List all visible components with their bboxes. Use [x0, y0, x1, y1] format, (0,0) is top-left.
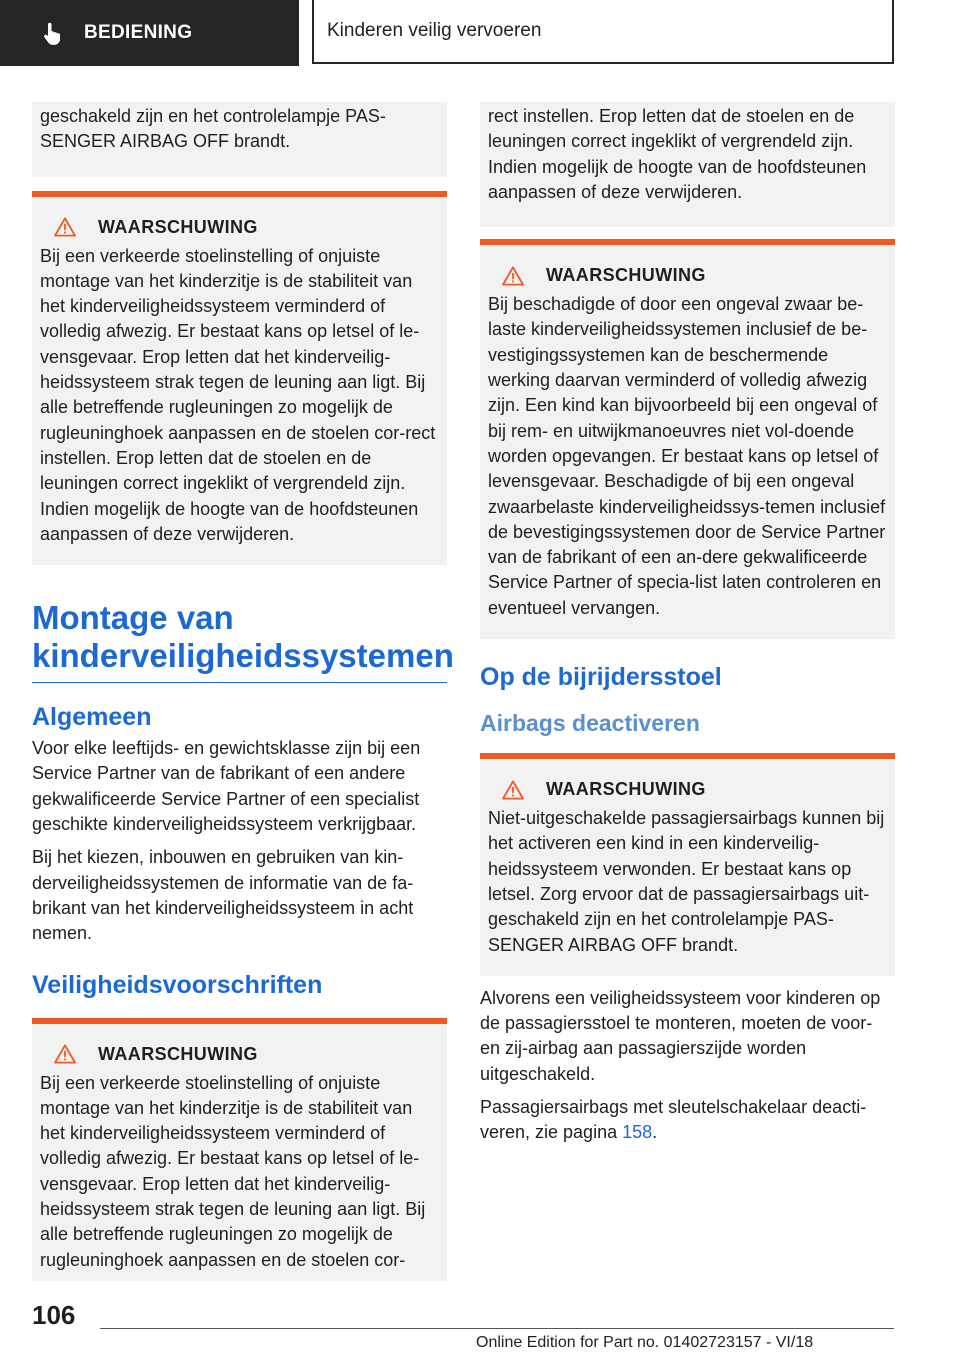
- warning-title: WAARSCHUWING: [546, 779, 706, 800]
- paragraph: Alvorens een veiligheidssysteem voor kinderen op de passagiersstoel te monteren, moeten de voor- en zij-airbag aan passagierszijde worden uitgeschakeld.: [480, 987, 881, 1084]
- hand-pointer-icon: [40, 20, 66, 46]
- page-number: 106: [32, 1300, 76, 1330]
- left-column: [32, 102, 454, 1281]
- chapter-title: Kinderen veilig vervoeren: [327, 20, 542, 41]
- continued-warning-box: [480, 102, 895, 227]
- section-heading: Montage van kinderveiligheidssystemen: [32, 599, 447, 683]
- paragraph-with-link: [480, 1095, 895, 1146]
- edition-text: Online Edition for Part no. 01402723157 - VI/18: [476, 1334, 814, 1351]
- warning-header: [488, 265, 887, 286]
- warning-text: Bij beschadigde of door een ongeval zwaar be-laste kinderveiligheidssystemen inclusief de be-vestigingssystemen kan de beschermende werking daarvan verminderd of volledig afwezig zijn. Een kind kan bijvoorbeeld bij een ongeval of bij rem- en uitwijkmanoeuvres niet vol-doende worden opgevangen. Er bestaat kans op letsel of levensgevaar. Beschadigde of bij een ongeval zwaarbelaste kinderveiligheidssys-temen inclusief de bevestigingssystemen door de Service Partner van de fabrikant of een an-dere gekwalificeerde Service Partner of specia-list laten controleren en eventueel vervangen.: [488, 294, 886, 618]
- continued-warning-box: [32, 102, 447, 177]
- warning-box: [480, 239, 895, 639]
- paragraph: Voor elke leeftijds- en gewichtsklasse zijn bij een Service Partner van de fabrikant of een andere gekwalificeerde Service Partner of een specialist geschikte kinderveiligheidssysteem verkrijgbaar.: [32, 738, 421, 835]
- footer-divider: [100, 1328, 894, 1329]
- warning-title: WAARSCHUWING: [98, 1043, 258, 1064]
- section-tab: [0, 0, 299, 66]
- warning-box: [32, 191, 447, 566]
- continued-warning-text: rect instellen. Erop letten dat de stoelen en de leuningen correct ingeklikt of vergrendeld zijn. Indien mogelijk de hoogte van de hoofdsteunen aanpassen of deze verwijderen.: [488, 106, 867, 202]
- subsection-heading: Veiligheidsvoorschriften: [32, 970, 323, 999]
- subsection-heading: Op de bijrijdersstoel: [480, 663, 722, 692]
- warning-header: [488, 779, 887, 800]
- warning-triangle-icon: [502, 780, 524, 800]
- warning-triangle-icon: [502, 266, 524, 286]
- continued-warning-text: geschakeld zijn en het controlelampje PAS-SENGER AIRBAG OFF brandt.: [40, 106, 386, 152]
- paragraph-end: .: [652, 1122, 658, 1143]
- section-label: BEDIENING: [84, 22, 193, 43]
- warning-triangle-icon: [54, 217, 76, 237]
- warning-triangle-icon: [54, 1044, 76, 1064]
- warning-title: WAARSCHUWING: [98, 216, 258, 237]
- subsection-heading: Algemeen: [32, 703, 152, 732]
- warning-title: WAARSCHUWING: [546, 265, 706, 286]
- warning-text: Bij een verkeerde stoelinstelling of onjuiste montage van het kinderzitje is de stabiliteit van het kinderveiligheidssysteem verminderd of volledig afwezig. Er bestaat kans op letsel of le-vensgevaar. Erop letten dat het kinderveilig-heidssysteem strak tegen de leuning aan ligt. Bij alle betreffende rugleuningen zo mogelijk de rugleuninghoek aanpassen en de stoelen cor-rect instellen. Erop letten dat de stoelen en de leuningen correct ingeklikt of vergrendeld zijn. Indien mogelijk de hoogte van de hoofdsteunen aanpassen of deze verwijderen.: [40, 245, 436, 544]
- subsubsection-heading: Airbags deactiveren: [480, 710, 700, 737]
- paragraph-text: Passagiersairbags met sleutelschakelaar deacti-veren, zie pagina: [480, 1097, 867, 1143]
- right-column: [480, 102, 895, 1154]
- warning-header: [40, 1044, 439, 1065]
- footer-edition: [476, 1334, 813, 1352]
- warning-text: Bij een verkeerde stoelinstelling of onjuiste montage van het kinderzitje is de stabiliteit van het kinderveiligheidssysteem verminderd of volledig afwezig. Er bestaat kans op letsel of le-vensgevaar. Erop letten dat het kinderveilig-heidssysteem strak tegen de leuning aan ligt. Bij alle betreffende rugleuningen zo mogelijk de rugleuninghoek aanpassen en de stoelen cor-: [40, 1072, 426, 1270]
- warning-text: Niet-uitgeschakelde passagiersairbags kunnen bij het activeren een kind in een kinderveilig-heidssysteem verwonden. Er bestaat kans op letsel. Zorg ervoor dat de passagiersairbags uit-geschakeld zijn en het controlelampje PAS-SENGER AIRBAG OFF brandt.: [488, 808, 885, 955]
- paragraph: Bij het kiezen, inbouwen en gebruiken van kin-derveiligheidssystemen de informatie van de fa-brikant van het kinderveiligheidssysteem in acht nemen.: [32, 847, 414, 944]
- page-reference-link[interactable]: 158: [622, 1122, 653, 1143]
- warning-box: [32, 1018, 447, 1281]
- chapter-title-box: [312, 0, 894, 64]
- warning-header: [40, 217, 439, 238]
- warning-box: [480, 753, 895, 976]
